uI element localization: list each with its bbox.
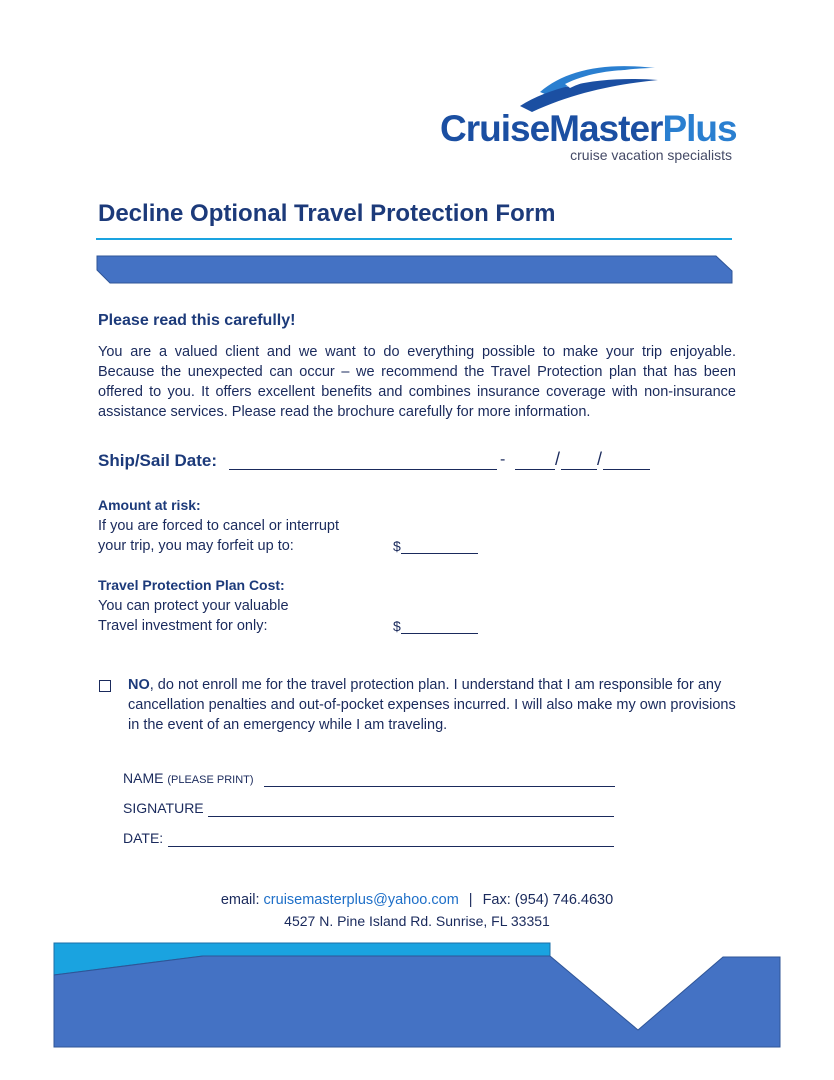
amount-at-risk-text <box>98 516 378 556</box>
page-title: Decline Optional Travel Protection Form <box>98 200 556 227</box>
amount-at-risk-heading: Amount at risk: <box>98 497 201 513</box>
name-hint: (PLEASE PRINT) <box>167 774 254 786</box>
ship-sail-date-label: Ship/Sail Date: <box>98 451 218 470</box>
cost-line-1: You can protect your valuable <box>98 598 289 614</box>
footer-wave-graphic <box>53 940 783 1050</box>
cost-currency: $ <box>393 618 401 634</box>
date-label: DATE: <box>123 830 164 846</box>
amount-line-2: your trip, you may forfeit up to: <box>98 538 294 554</box>
decline-checkbox[interactable] <box>99 680 111 692</box>
title-divider <box>96 238 732 240</box>
date-field[interactable] <box>168 846 614 847</box>
company-logo <box>440 62 740 172</box>
contact-line <box>0 892 834 908</box>
name-label: NAME (PLEASE PRINT) <box>123 770 254 786</box>
address-line: 4527 N. Pine Island Rd. Sunrise, FL 33351 <box>284 913 550 929</box>
signature-label: SIGNATURE <box>123 800 204 816</box>
email-label: email: <box>220 892 260 908</box>
intro-paragraph: You are a valued client and we want to do everything possible to make your trip enjoyable. Because the unexpected can occur – we recommend the Travel Protection plan that has been offered to you. It offers excellent benefits and combines insurance coverage with non-insurance assistance services. Please read the brochure carefully for more information. <box>98 344 736 420</box>
ship-logo-icon <box>510 62 660 114</box>
brand-tagline: cruise vacation specialists <box>570 147 732 163</box>
decline-statement <box>128 675 738 735</box>
cost-line-2: Travel investment for only: <box>98 618 268 634</box>
plan-cost-field[interactable] <box>401 633 478 634</box>
plan-cost-heading: Travel Protection Plan Cost: <box>98 577 285 593</box>
amount-currency: $ <box>393 538 401 554</box>
amount-at-risk-field[interactable] <box>401 553 478 554</box>
date-slash: / <box>597 449 603 469</box>
sail-day-field[interactable] <box>561 469 597 470</box>
amount-line-1: If you are forced to cancel or interrupt <box>98 518 339 534</box>
name-field[interactable] <box>264 786 615 787</box>
separator: | <box>468 892 473 908</box>
plan-cost-text <box>98 596 378 636</box>
sail-year-field[interactable] <box>603 469 650 470</box>
email-link[interactable]: cruisemasterplus@yahoo.com <box>263 892 459 908</box>
fax-number: Fax: (954) 746.4630 <box>482 892 614 908</box>
decline-no: NO <box>128 677 150 693</box>
header-banner <box>96 255 734 285</box>
brand-name: CruiseMasterPlus <box>440 108 737 149</box>
date-slash: / <box>555 449 561 469</box>
signature-field[interactable] <box>208 816 614 817</box>
decline-text: , do not enroll me for the travel protection plan. I understand that I am responsible for any cancellation penalties and out-of-pocket expenses incurred. I will also make my own provisions in the event of an emergency while I am traveling. <box>128 677 736 733</box>
ship-name-field[interactable] <box>229 469 497 470</box>
sail-month-field[interactable] <box>515 469 555 470</box>
read-carefully-heading: Please read this carefully! <box>98 312 296 329</box>
ship-date-dash: - <box>500 451 506 468</box>
